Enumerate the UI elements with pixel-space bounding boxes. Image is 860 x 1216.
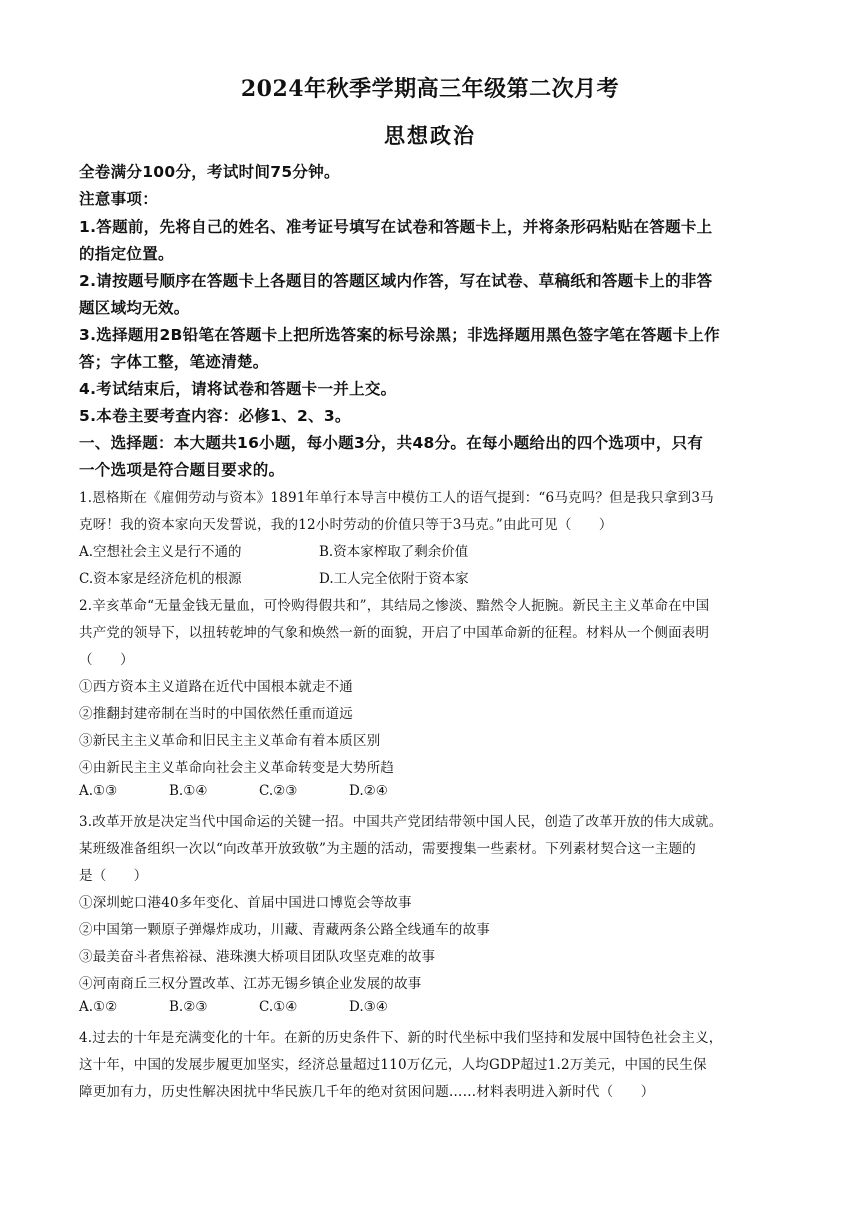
notice-item-3-line-1: 3.选择题用2B铅笔在答题卡上把所选答案的标号涂黑；非选择题用黑色签字笔在答题卡上作 xyxy=(79,326,720,344)
q3-statement-1: ①深圳蛇口港40多年变化、首届中国进口博览会等故事 xyxy=(79,895,412,911)
q3-option-a: A.①② xyxy=(79,999,118,1015)
q4-stem-line-1: 4.过去的十年是充满变化的十年。在新的历史条件下、新的时代坐标中我们坚持和发展中国特色社会主义， xyxy=(79,1030,723,1046)
q1-option-a: A.空想社会主义是行不通的 xyxy=(79,544,242,560)
q3-statement-3: ③最美奋斗者焦裕禄、港珠澳大桥项目团队攻坚克难的故事 xyxy=(79,949,436,965)
q1-option-d: D.工人完全依附于资本家 xyxy=(319,571,469,587)
score-time-note: 全卷满分100分，考试时间75分钟。 xyxy=(79,163,340,181)
q1-stem-line-1: 1.恩格斯在《雇佣劳动与资本》1891年单行本导言中模仿工人的语气提到：“6马克吗？但是我只拿到3马 xyxy=(79,490,714,506)
q3-stem-line-3: 是（ ） xyxy=(79,868,148,884)
exam-title: 2024年秋季学期高三年级第二次月考 xyxy=(240,76,620,102)
notice-heading: 注意事项： xyxy=(79,190,159,208)
q1-stem-line-2: 克呀！我的资本家向天发誓说，我的12小时劳动的价值只等于3马克。”由此可见（ ） xyxy=(79,517,613,533)
q3-stem-line-1: 3.改革开放是决定当代中国命运的关键一招。中国共产党团结带领中国人民，创造了改革开放的伟大成就。 xyxy=(79,814,723,830)
notice-item-1-line-2: 的指定位置。 xyxy=(79,245,174,263)
notice-item-3-line-2: 答；字体工整，笔迹清楚。 xyxy=(79,353,269,371)
q2-stem-line-2: 共产党的领导下，以扭转乾坤的气象和焕然一新的面貌，开启了中国革命新的征程。材料从一个侧面表明 xyxy=(79,625,710,641)
q2-stem-line-3: （ ） xyxy=(79,652,134,668)
q2-option-c: C.②③ xyxy=(259,783,298,799)
notice-item-1-line-1: 1.答题前，先将自己的姓名、准考证号填写在试卷和答题卡上，并将条形码粘贴在答题卡上 xyxy=(79,218,713,236)
q2-statement-3: ③新民主主义革命和旧民主主义革命有着本质区别 xyxy=(79,733,381,749)
q2-option-b: B.①④ xyxy=(169,783,208,799)
q4-stem-line-2: 这十年，中国的发展步履更加坚实，经济总量超过110万亿元，人均GDP超过1.2万美元，中国的民生保 xyxy=(79,1057,707,1073)
q3-option-b: B.②③ xyxy=(169,999,208,1015)
notice-item-5: 5.本卷主要考查内容：必修1、2、3。 xyxy=(79,407,351,425)
q1-option-c: C.资本家是经济危机的根源 xyxy=(79,571,242,587)
q3-statement-4: ④河南商丘三权分置改革、江苏无锡乡镇企业发展的故事 xyxy=(79,976,422,992)
q2-statement-2: ②推翻封建帝制在当时的中国依然任重而道远 xyxy=(79,706,353,722)
notice-item-2-line-2: 题区域均无效。 xyxy=(79,299,190,317)
q3-stem-line-2: 某班级准备组织一次以“向改革开放致敬”为主题的活动，需要搜集一些素材。下列素材契合这一主题的 xyxy=(79,841,697,857)
subject-title: 思想政治 xyxy=(384,123,476,148)
q3-option-d: D.③④ xyxy=(349,999,388,1015)
q4-stem-line-3: 障更加有力，历史性解决困扰中华民族几千年的绝对贫困问题……材料表明进入新时代（ ） xyxy=(79,1084,655,1100)
q1-option-b: B.资本家榨取了剩余价值 xyxy=(319,544,469,560)
q3-option-c: C.①④ xyxy=(259,999,298,1015)
notice-item-4: 4.考试结束后，请将试卷和答题卡一并上交。 xyxy=(79,380,397,398)
q2-stem-line-1: 2.辛亥革命“无量金钱无量血，可怜购得假共和”，其结局之惨淡、黯然令人扼腕。新民主主义革命在中国 xyxy=(79,598,710,614)
section-heading-line-1: 一、选择题：本大题共16小题，每小题3分，共48分。在每小题给出的四个选项中，只有 xyxy=(79,434,704,452)
q2-option-a: A.①③ xyxy=(79,783,118,799)
q2-statement-4: ④由新民主主义革命向社会主义革命转变是大势所趋 xyxy=(79,760,395,776)
q3-statement-2: ②中国第一颗原子弹爆炸成功，川藏、青藏两条公路全线通车的故事 xyxy=(79,922,490,938)
q2-statement-1: ①西方资本主义道路在近代中国根本就走不通 xyxy=(79,679,353,695)
notice-item-2-line-1: 2.请按题号顺序在答题卡上各题目的答题区域内作答，写在试卷、草稿纸和答题卡上的非答 xyxy=(79,272,713,290)
q2-option-d: D.②④ xyxy=(349,783,388,799)
section-heading-line-2: 一个选项是符合题目要求的。 xyxy=(79,461,285,479)
